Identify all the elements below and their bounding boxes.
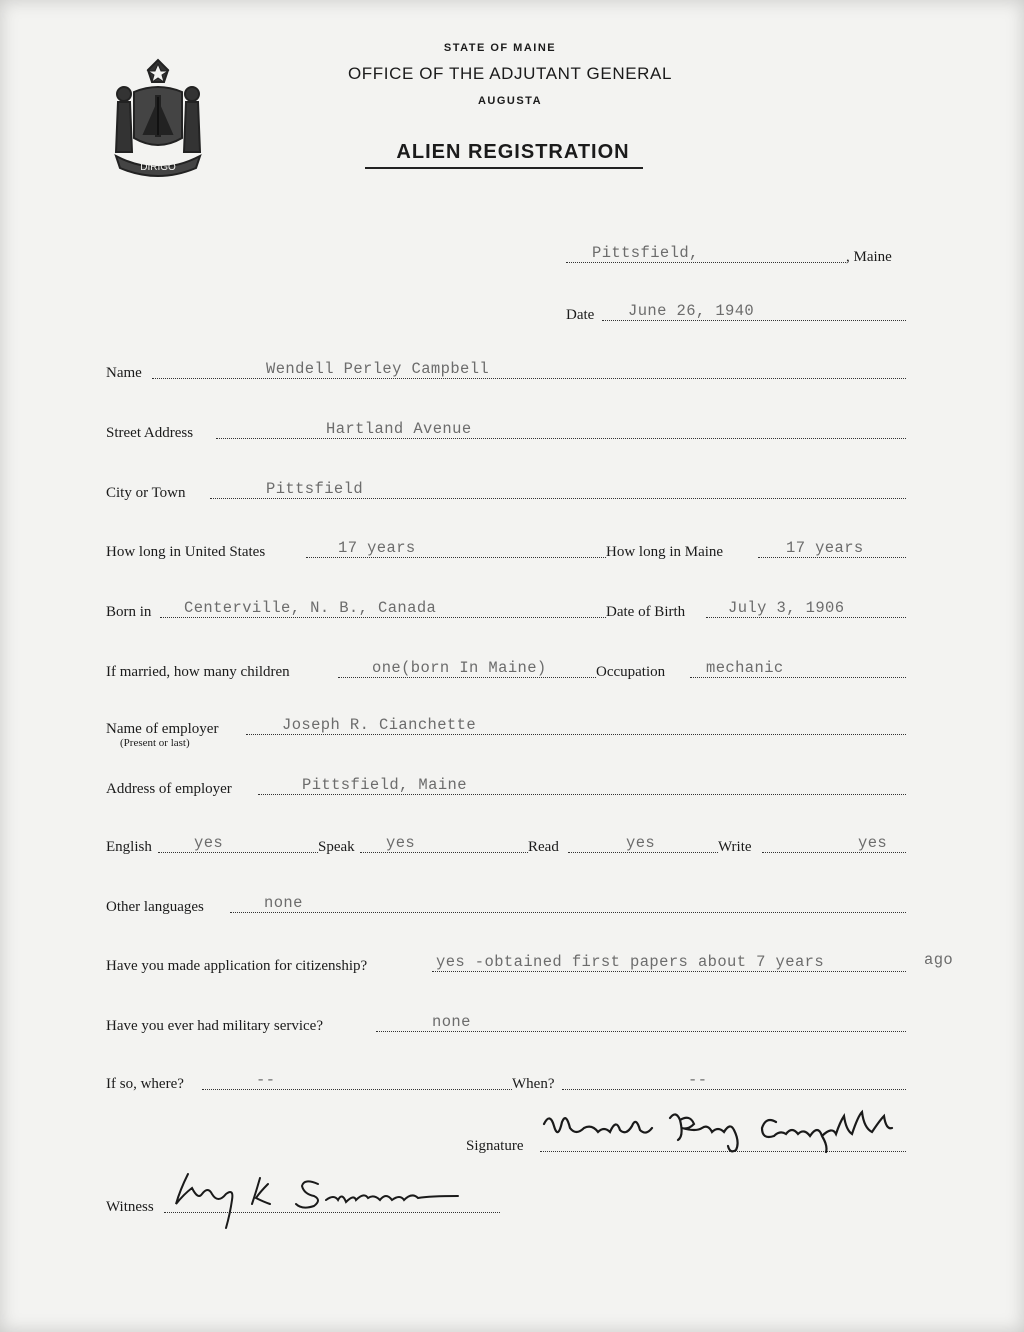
citizenship-label: Have you made application for citizenship?: [106, 958, 368, 974]
employer-note: (Present or last): [120, 737, 190, 749]
date-value: June 26, 1940: [628, 302, 755, 320]
when-label: When?: [512, 1076, 555, 1092]
dob-label: Date of Birth: [606, 604, 686, 620]
employer-value: Joseph R. Cianchette: [282, 716, 477, 734]
dob-value: July 3, 1906: [728, 599, 845, 617]
other-languages-value: none: [264, 894, 303, 912]
date-label: Date: [566, 307, 595, 323]
signature-handwriting: [540, 1106, 920, 1156]
occupation-value: mechanic: [706, 659, 784, 677]
state-heading: STATE OF MAINE: [443, 42, 557, 54]
citizenship-value: yes -obtained first papers about 7 years: [436, 953, 825, 971]
residence-row: [106, 531, 906, 561]
children-label: If married, how many children: [106, 664, 290, 680]
place-value: Pittsfield,: [592, 244, 699, 262]
name-label: Name: [106, 365, 142, 381]
us-years-label: How long in United States: [106, 544, 266, 560]
birth-row: [106, 591, 906, 621]
employer-row: [106, 708, 906, 738]
born-in-value: Centerville, N. B., Canada: [184, 599, 437, 617]
signature-label: Signature: [466, 1138, 524, 1154]
english-label: English: [106, 839, 152, 855]
witness-handwriting: [168, 1164, 488, 1234]
employer-address-label: Address of employer: [106, 781, 232, 797]
write-value: yes: [858, 834, 888, 852]
children-value: one(born In Maine): [372, 659, 547, 677]
date-row: [106, 294, 906, 324]
place-suffix: , Maine: [846, 249, 892, 265]
speak-label: Speak: [318, 839, 355, 855]
where-label: If so, where?: [106, 1076, 184, 1092]
military-value: none: [432, 1013, 471, 1031]
speak-value: yes: [386, 834, 416, 852]
read-label: Read: [528, 839, 559, 855]
read-value: yes: [626, 834, 656, 852]
place-row: [106, 236, 906, 266]
us-years-value: 17 years: [338, 539, 416, 557]
street-value: Hartland Avenue: [326, 420, 472, 438]
write-label: Write: [718, 839, 752, 855]
street-label: Street Address: [106, 425, 194, 441]
office-heading: OFFICE OF THE ADJUTANT GENERAL: [347, 64, 673, 83]
where-value: --: [256, 1071, 276, 1089]
language-row: [106, 826, 906, 856]
city-heading: AUGUSTA: [477, 95, 543, 107]
employer-address-value: Pittsfield, Maine: [302, 776, 467, 794]
citizenship-row: [106, 945, 906, 975]
svg-text:DIRIGO: DIRIGO: [140, 162, 176, 173]
witness-label: Witness: [106, 1199, 154, 1215]
maine-years-value: 17 years: [786, 539, 864, 557]
maine-years-label: How long in Maine: [606, 544, 724, 560]
street-row: [106, 412, 906, 442]
employer-address-row: [106, 768, 906, 798]
born-in-label: Born in: [106, 604, 152, 620]
family-row: [106, 651, 906, 681]
name-value: Wendell Perley Campbell: [266, 360, 490, 378]
city-row: [106, 472, 906, 502]
service-detail-row: [106, 1063, 906, 1093]
title-underline: [365, 167, 643, 169]
employer-label: Name of employer: [106, 721, 219, 737]
citizenship-overflow: ago: [924, 951, 954, 969]
english-value: yes: [194, 834, 224, 852]
other-languages-label: Other languages: [106, 899, 204, 915]
form-title: ALIEN REGISTRATION: [396, 141, 630, 163]
occupation-label: Occupation: [596, 664, 666, 680]
city-label: City or Town: [106, 485, 186, 501]
military-row: [106, 1005, 906, 1035]
city-value: Pittsfield: [266, 480, 364, 498]
when-value: --: [688, 1071, 708, 1089]
military-label: Have you ever had military service?: [106, 1018, 323, 1034]
name-row: [106, 352, 906, 382]
other-languages-row: [106, 886, 906, 916]
